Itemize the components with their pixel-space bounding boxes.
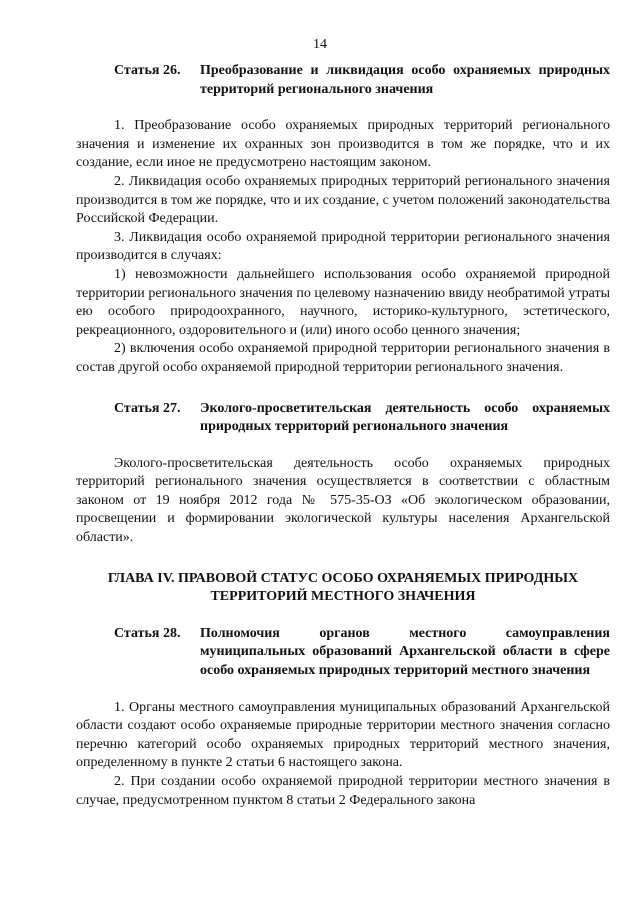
page-number: 14 — [313, 37, 327, 52]
paragraph: 3. Ликвидация особо охраняемой природной территории регионального значения производится в случаях: — [76, 229, 610, 264]
chapter-heading: ГЛАВА IV. ПРАВОВОЙ СТАТУС ОСОБО ОХРАНЯЕМЫХ ПРИРОДНЫХ ТЕРРИТОРИЙ МЕСТНОГО ЗНАЧЕНИЯ — [107, 570, 579, 605]
article-27-heading — [76, 400, 610, 437]
paragraph: 1) невозможности дальнейшего использования особо охраняемой природной территории регионального значения по целевому назначению ввиду необратимой утраты ею особого природоохранного, научного, историко-культурного, эстетического, рекреационного, оздоровительного и (или) иного особо ценного значения; — [76, 266, 610, 338]
paragraph: 1. Органы местного самоуправления муниципальных образований Архангельской области создают особо охраняемые природные территории местного значения согласно перечню категорий особо охраняемых природных территорий местного значения, определенному в пункте 2 статьи 6 настоящего закона. — [76, 699, 610, 771]
paragraph: 2. Ликвидация особо охраняемых природных территорий регионального значения производится в том же порядке, что и их создание, с учетом положений законодательства Российской Федерации. — [76, 173, 610, 227]
paragraph: Эколого-просветительская деятельность особо охраняемых природных территорий регионального значения осуществляется в соответствии с областным законом от 19 ноября 2012 года № 575-35-ОЗ «Об экологическом образовании, просвещении и формировании экологической культуры населения Архангельской области». — [76, 455, 610, 546]
paragraph: 2. При создании особо охраняемой природной территории местного значения в случае, предусмотренном пунктом 8 статьи 2 Федерального закона — [76, 774, 610, 808]
article-title: Преобразование и ликвидация особо охраняемых природных территорий регионального значения — [200, 63, 610, 97]
article-28-heading — [76, 625, 610, 681]
article-title: Полномочия органов местного самоуправления муниципальных образований Архангельской области в сфере особо охраняемых природных территорий местного значения — [200, 625, 610, 679]
article-number: Статья 28. — [114, 625, 181, 641]
document-body — [76, 62, 610, 810]
paragraph: 2) включения особо охраняемой природной территории регионального значения в состав другой особо охраняемой природной территории регионального значения. — [76, 341, 610, 375]
article-26-heading — [76, 62, 610, 99]
paragraph: 1. Преобразование особо охраняемых природных территорий регионального значения и изменение их охранных зон производится в том же порядке, что и их создание, если иное не предусмотрено настоящим законом. — [76, 118, 610, 171]
article-title: Эколого-просветительская деятельность особо охраняемых природных территорий регионального значения — [200, 400, 610, 435]
article-number: Статья 26. — [114, 63, 181, 78]
article-number: Статья 27. — [114, 400, 181, 416]
